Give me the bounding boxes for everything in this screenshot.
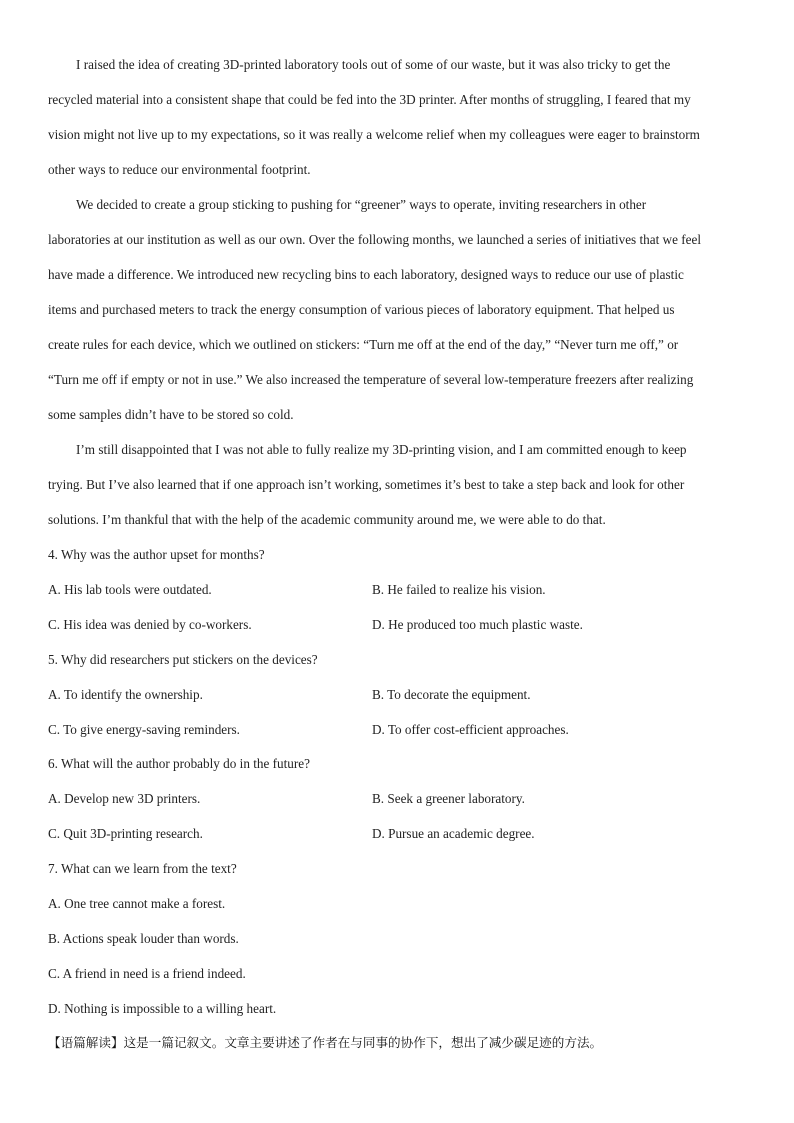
question-5-option-a: A. To identify the ownership. xyxy=(48,687,203,702)
question-5-stem: 5. Why did researchers put stickers on the devices? xyxy=(48,652,318,667)
question-4-option-d: D. He produced too much plastic waste. xyxy=(372,617,583,632)
question-4-stem: 4. Why was the author upset for months? xyxy=(48,547,265,562)
question-5-option-c: C. To give energy-saving reminders. xyxy=(48,722,240,737)
question-7-option-d: D. Nothing is impossible to a willing heart. xyxy=(48,1001,277,1016)
question-7-option-c: C. A friend in need is a friend indeed. xyxy=(48,966,246,981)
question-4-option-c: C. His idea was denied by co-workers. xyxy=(48,617,252,632)
question-7-option-b: B. Actions speak louder than words. xyxy=(48,931,239,946)
passage-summary: 【语篇解读】这是一篇记叙文。文章主要讲述了作者在与同事的协作下，想出了减少碳足迹的方法。 xyxy=(48,1035,603,1050)
passage-p3-line-1: I’m still disappointed that I was not able to fully realize my 3D-printing vision, and I am committed enough to keep xyxy=(76,442,687,457)
question-6-stem: 6. What will the author probably do in the future? xyxy=(48,756,310,771)
question-7-option-a: A. One tree cannot make a forest. xyxy=(48,896,226,911)
passage-p3-line-3: solutions. I’m thankful that with the help of the academic community around me, we were able to do that. xyxy=(48,512,606,527)
passage-p1-line-3: vision might not live up to my expectations, so it was really a welcome relief when my colleagues were eager to brainstorm xyxy=(48,127,700,142)
question-6-option-d: D. Pursue an academic degree. xyxy=(372,826,535,841)
question-6-option-c: C. Quit 3D-printing research. xyxy=(48,826,203,841)
question-4-option-a: A. His lab tools were outdated. xyxy=(48,582,212,597)
passage-p2-line-7: some samples didn’t have to be stored so cold. xyxy=(48,407,294,422)
passage-p1-line-1: I raised the idea of creating 3D-printed laboratory tools out of some of our waste, but it was also tricky to get the xyxy=(76,57,671,72)
passage-p1-line-2: recycled material into a consistent shape that could be fed into the 3D printer. After months of struggling, I feared that my xyxy=(48,92,691,107)
question-5-option-d: D. To offer cost-efficient approaches. xyxy=(372,722,569,737)
question-6-option-a: A. Develop new 3D printers. xyxy=(48,791,201,806)
passage-p2-line-4: items and purchased meters to track the energy consumption of various pieces of laboratory equipment. That helped us xyxy=(48,302,675,317)
question-5-option-b: B. To decorate the equipment. xyxy=(372,687,531,702)
passage-p2-line-6: “Turn me off if empty or not in use.” We also increased the temperature of several low-temperature freezers after realizing xyxy=(48,372,694,387)
question-6-option-b: B. Seek a greener laboratory. xyxy=(372,791,525,806)
passage-p1-line-4: other ways to reduce our environmental footprint. xyxy=(48,162,311,177)
passage-p2-line-2: laboratories at our institution as well as our own. Over the following months, we launched a series of initiatives that we feel xyxy=(48,232,701,247)
passage-p2-line-5: create rules for each device, which we outlined on stickers: “Turn me off at the end of the day,” “Never turn me off,” or xyxy=(48,337,679,352)
passage-p3-line-2: trying. But I’ve also learned that if one approach isn’t working, sometimes it’s best to take a step back and look for other xyxy=(48,477,685,492)
question-7-stem: 7. What can we learn from the text? xyxy=(48,861,237,876)
passage-p2-line-1: We decided to create a group sticking to pushing for “greener” ways to operate, inviting researchers in other xyxy=(76,197,647,212)
passage-p2-line-3: have made a difference. We introduced new recycling bins to each laboratory, designed ways to reduce our use of plastic xyxy=(48,267,684,282)
question-4-option-b: B. He failed to realize his vision. xyxy=(372,582,546,597)
